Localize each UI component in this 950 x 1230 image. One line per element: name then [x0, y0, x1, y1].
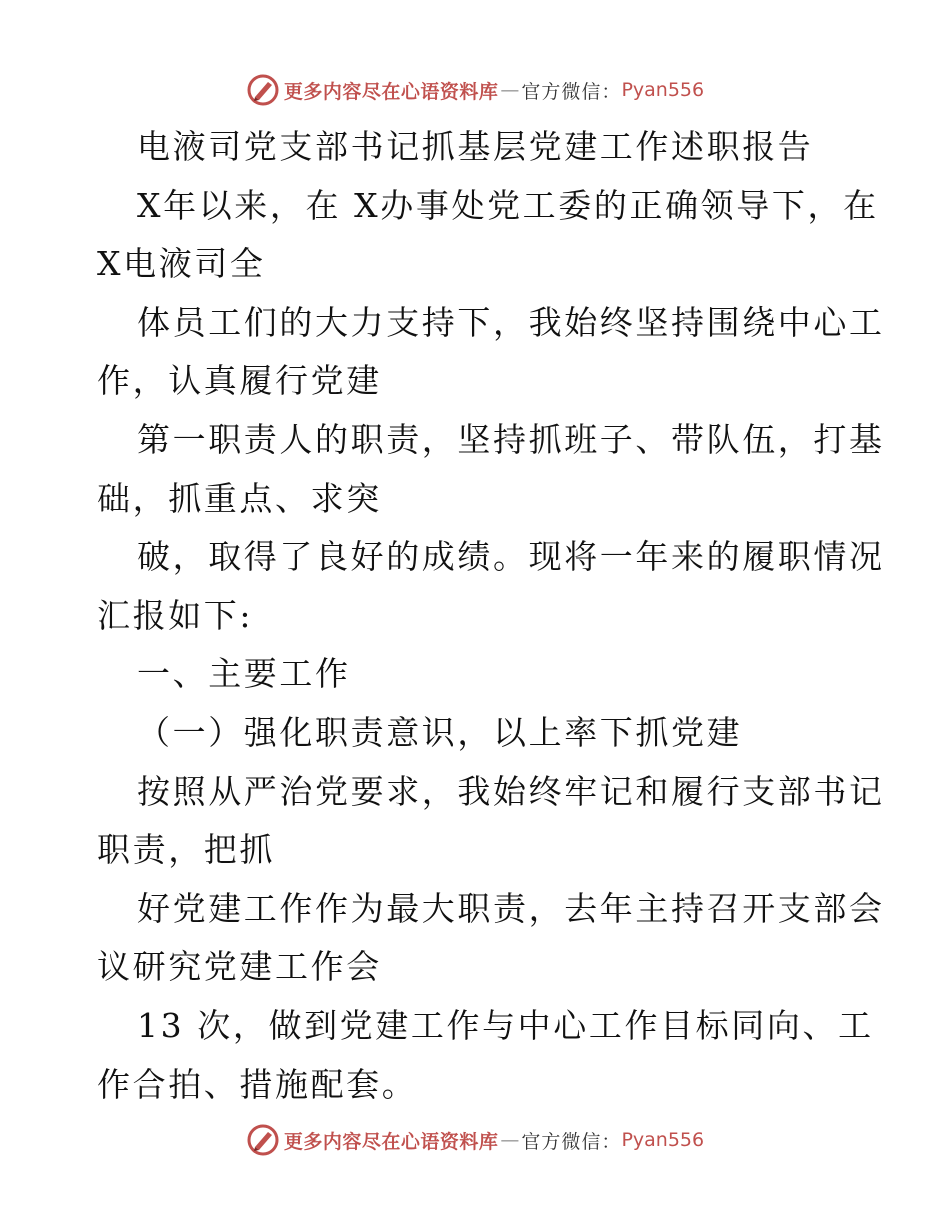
paragraph-line: 作合拍、措施配套。	[97, 1064, 418, 1104]
red-pen-circle-icon	[246, 1123, 280, 1157]
paragraph-line: 13 次，做到党建工作与中心工作目标同向、工	[137, 1005, 874, 1045]
paragraph-line: 础，抓重点、求突	[97, 478, 382, 518]
paragraph-line: 破，取得了良好的成绩。现将一年来的履职情况	[137, 537, 885, 577]
red-pen-circle-icon	[246, 73, 280, 107]
watermark-banner-top	[0, 70, 950, 110]
paragraph-line: 职责，把抓	[97, 830, 275, 870]
watermark-main-text: 更多内容尽在心语资料库	[283, 1130, 499, 1153]
document-body	[97, 118, 885, 1114]
paragraph-line: 汇报如下:	[97, 595, 254, 635]
watermark-wechat-id: Pyan556	[621, 79, 705, 101]
paragraph-line: 好党建工作作为最大职责，去年主持召开支部会	[137, 888, 885, 928]
paragraph-line: 议研究党建工作会	[97, 947, 382, 987]
paragraph-line: X电液司全	[97, 244, 266, 284]
paragraph-line: （一）强化职责意识，以上率下抓党建	[137, 712, 743, 752]
paragraph-line: X年以来，在 X办事处党工委的正确领导下，在	[137, 185, 879, 225]
watermark-main-text: 更多内容尽在心语资料库	[283, 80, 499, 103]
paragraph-line: 按照从严治党要求，我始终牢记和履行支部书记	[137, 771, 885, 811]
watermark-wechat-label: 官方微信：	[521, 1130, 622, 1153]
paragraph-line: 第一职责人的职责，坚持抓班子、带队伍，打基	[137, 419, 885, 459]
document-title: 电液司党支部书记抓基层党建工作述职报告	[137, 127, 814, 166]
watermark-separator: —	[500, 1129, 520, 1151]
watermark-banner-bottom	[0, 1120, 950, 1160]
watermark-separator: —	[500, 79, 520, 101]
watermark-wechat-label: 官方微信：	[521, 80, 622, 103]
paragraph-line: 作，认真履行党建	[97, 361, 382, 401]
watermark-wechat-id: Pyan556	[621, 1129, 705, 1151]
paragraph-line: 一、主要工作	[137, 654, 351, 694]
paragraph-line: 体员工们的大力支持下，我始终坚持围绕中心工	[137, 302, 885, 342]
